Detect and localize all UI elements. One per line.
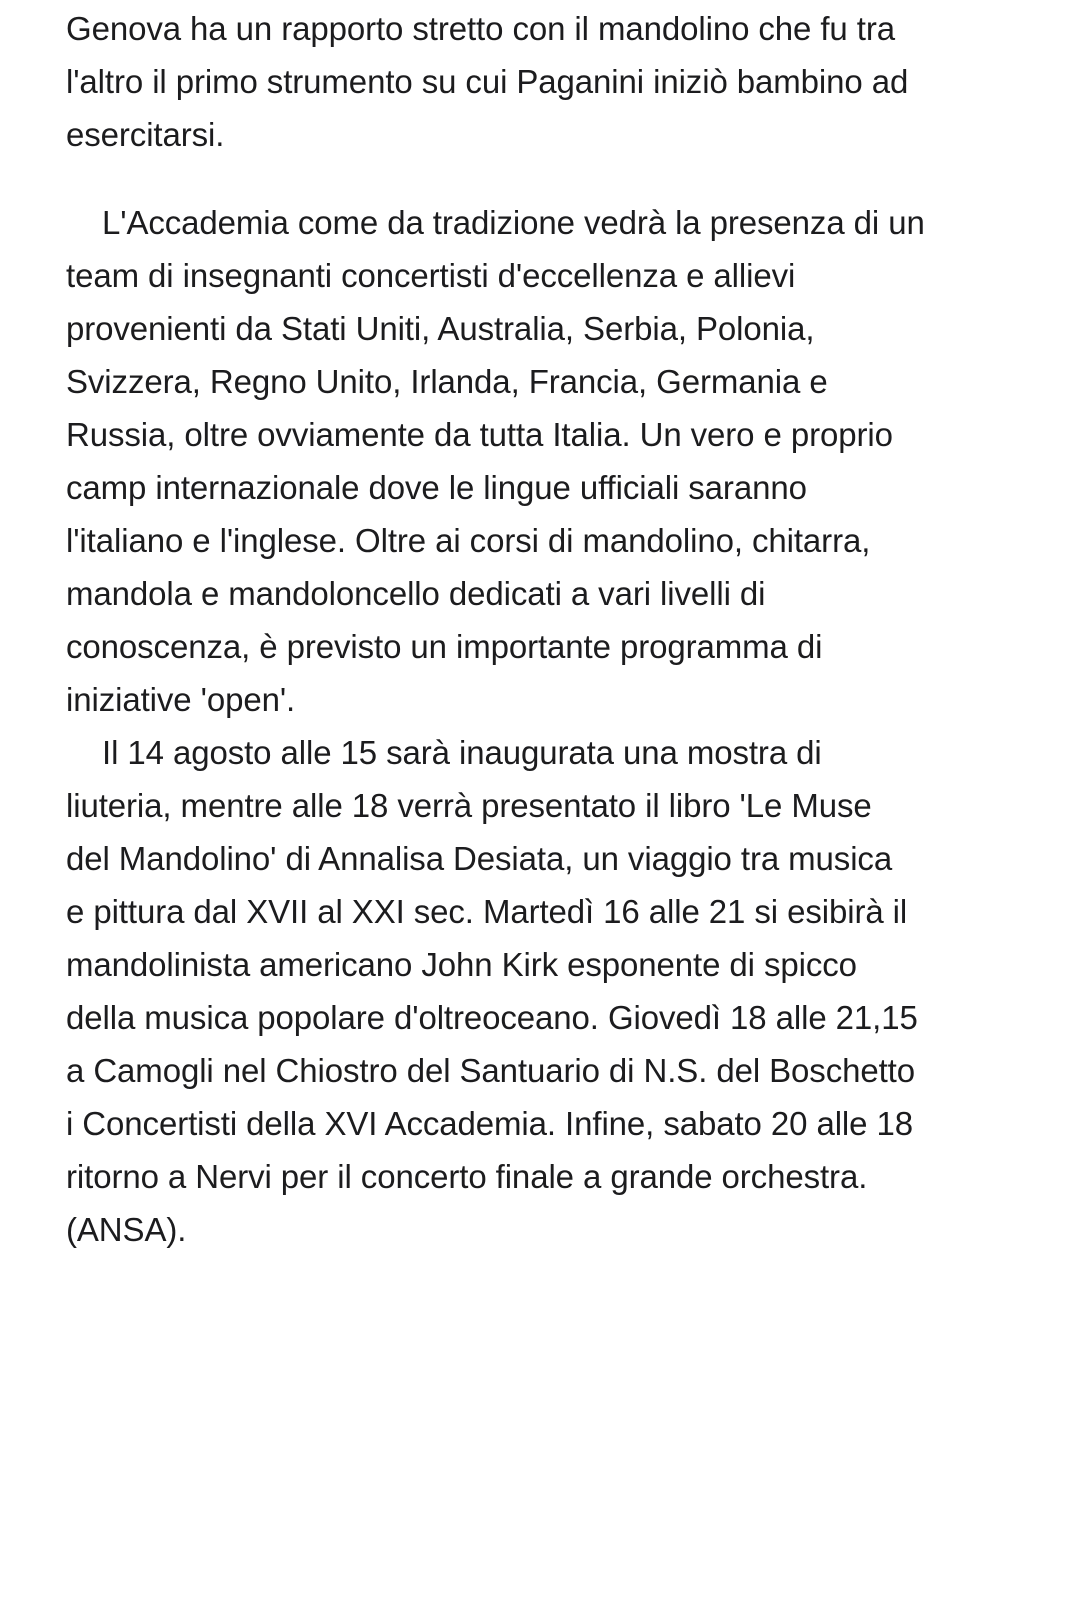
paragraph-accademia xyxy=(66,196,1026,726)
text-line: L'Accademia come da tradizione vedrà la presenza di un xyxy=(102,204,925,241)
text-line: Genova ha un rapporto stretto con il mandolino che fu tra xyxy=(66,10,895,47)
article-body xyxy=(66,2,1026,1256)
text-line: l'altro il primo strumento su cui Paganini iniziò bambino ad xyxy=(66,63,909,100)
text-line: della musica popolare d'oltreoceano. Giovedì 18 alle 21,15 xyxy=(66,999,918,1036)
text-line: conoscenza, è previsto un importante programma di xyxy=(66,628,823,665)
text-line: del Mandolino' di Annalisa Desiata, un viaggio tra musica xyxy=(66,840,893,877)
text-line: iniziative 'open'. xyxy=(66,681,296,718)
paragraph-intro xyxy=(66,2,1026,161)
text-line: esercitarsi. xyxy=(66,116,225,153)
text-line: camp internazionale dove le lingue ufficiali saranno xyxy=(66,469,807,506)
text-line: mandola e mandoloncello dedicati a vari livelli di xyxy=(66,575,766,612)
text-line: (ANSA). xyxy=(66,1211,187,1248)
text-line: mandolinista americano John Kirk esponente di spicco xyxy=(66,946,857,983)
paragraph-programma xyxy=(66,726,1026,1256)
text-line: e pittura dal XVII al XXI sec. Martedì 16 alle 21 si esibirà il xyxy=(66,893,908,930)
text-line: l'italiano e l'inglese. Oltre ai corsi di mandolino, chitarra, xyxy=(66,522,871,559)
text-line: Russia, oltre ovviamente da tutta Italia. Un vero e proprio xyxy=(66,416,893,453)
text-line: liuteria, mentre alle 18 verrà presentato il libro 'Le Muse xyxy=(66,787,872,824)
text-line: Svizzera, Regno Unito, Irlanda, Francia, Germania e xyxy=(66,363,828,400)
text-line: i Concertisti della XVI Accademia. Infine, sabato 20 alle 18 xyxy=(66,1105,913,1142)
text-line: a Camogli nel Chiostro del Santuario di N.S. del Boschetto xyxy=(66,1052,915,1089)
text-line: provenienti da Stati Uniti, Australia, Serbia, Polonia, xyxy=(66,310,815,347)
text-line: Il 14 agosto alle 15 sarà inaugurata una mostra di xyxy=(102,734,822,771)
text-line: ritorno a Nervi per il concerto finale a grande orchestra. xyxy=(66,1158,868,1195)
text-line: team di insegnanti concertisti d'eccellenza e allievi xyxy=(66,257,796,294)
